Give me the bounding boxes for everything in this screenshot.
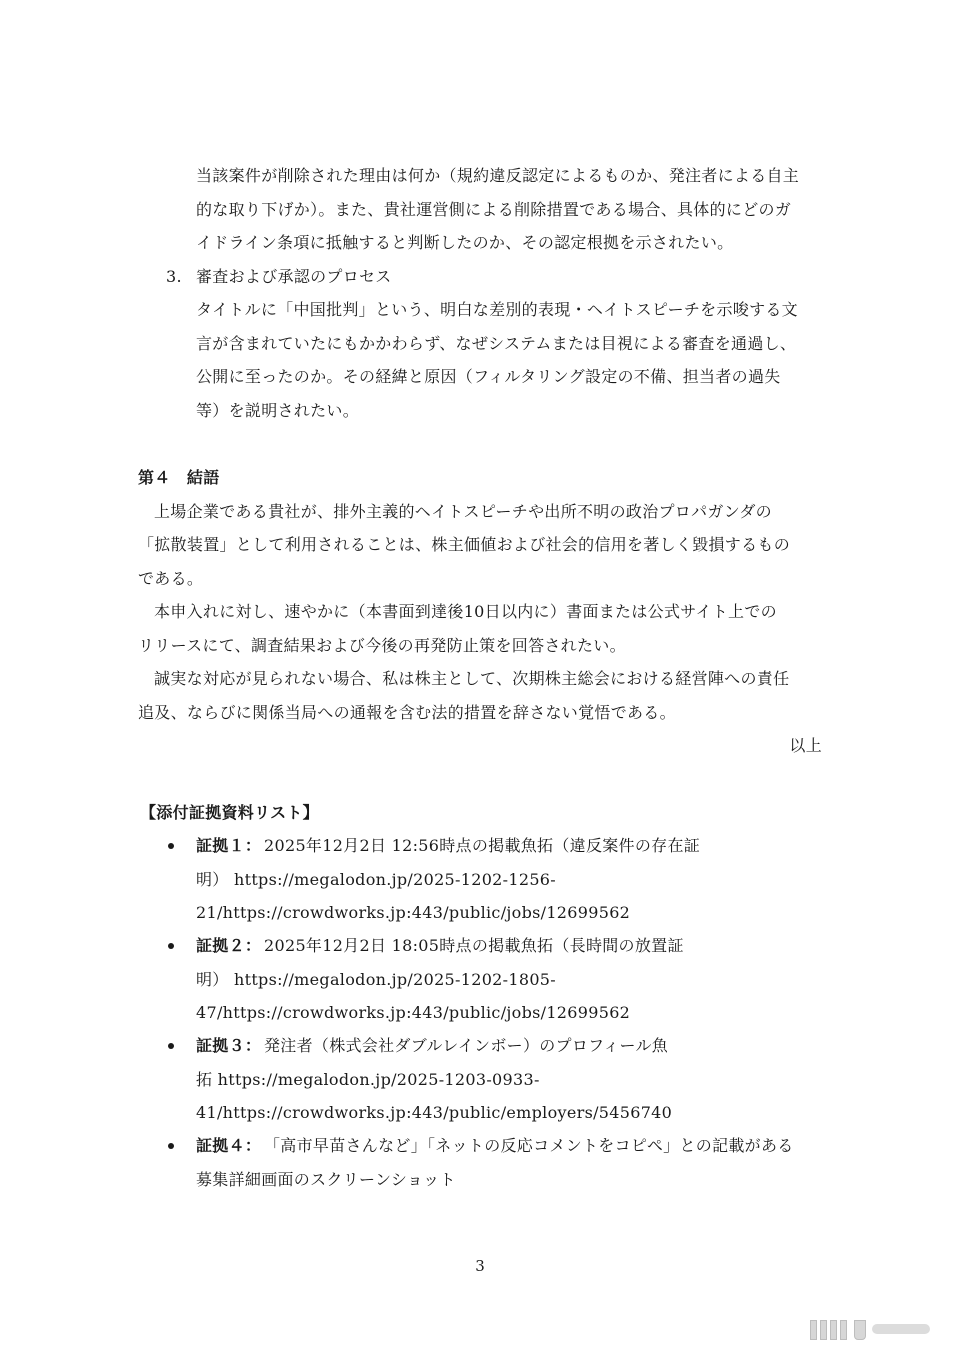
evidence-label: 証拠４：: [196, 1136, 262, 1155]
paragraph-line: 当該案件が削除された理由は何か（規約違反認定によるものか、発注者による自主: [196, 166, 800, 185]
attachments-heading: 【添付証拠資料リスト】: [140, 803, 319, 822]
bullet: [168, 1143, 174, 1149]
evidence-text: 明） https://megalodon.jp/2025-1202-1805-: [196, 970, 556, 989]
evidence-text: 拓 https://megalodon.jp/2025-1203-0933-: [196, 1070, 540, 1089]
evidence-text: 2025年12月2日 18:05時点の掲載魚拓（長時間の放置証: [264, 936, 684, 955]
evidence-label: 証拠１：: [196, 836, 262, 855]
evidence-label: 証拠２：: [196, 936, 262, 955]
evidence-url: 47/https://crowdworks.jp:443/public/jobs/12699562: [196, 1003, 631, 1022]
evidence-url: 41/https://crowdworks.jp:443/public/employers/5456740: [196, 1103, 673, 1122]
section-heading: 第４ 結語: [138, 468, 220, 487]
evidence-text: 「高市早苗さんなど」「ネットの反応コメントをコピペ」との記載がある: [264, 1136, 794, 1155]
paragraph-line: 誠実な対応が見られない場合、私は株主として、次期株主総会における経営陣への責任: [154, 669, 790, 688]
paragraph-line: イドライン条項に抵触すると判断したのか、その認定根拠を示されたい。: [196, 233, 734, 252]
evidence-text: 募集詳細画面のスクリーンショット: [196, 1170, 456, 1189]
paragraph-line: 本申入れに対し、速やかに（本書面到達後10日以内に）書面または公式サイト上での: [154, 602, 777, 621]
paragraph-line: リリースにて、調査結果および今後の再発防止策を回答されたい。: [138, 636, 626, 655]
paragraph-line: 言が含まれていたにもかかわらず、なぜシステムまたは目視による審査を通過し、: [196, 334, 797, 353]
page-number: 3: [475, 1257, 485, 1275]
evidence-text: 2025年12月2日 12:56時点の掲載魚拓（違反案件の存在証: [264, 836, 701, 855]
closing-text: 以上: [789, 736, 822, 755]
list-number: 3.: [166, 267, 182, 286]
paragraph-line: 「拡散装置」として利用されることは、株主価値および社会的信用を著しく毀損するもの: [138, 535, 791, 554]
paragraph-line: 公開に至ったのか。その経緯と原因（フィルタリング設定の不備、担当者の過失: [196, 367, 781, 386]
bullet: [168, 1043, 174, 1049]
paragraph-line: 追及、ならびに関係当局への通報を含む法的措置を辞さない覚悟である。: [138, 703, 676, 722]
evidence-text: 発注者（株式会社ダブルレインボー）のプロフィール魚: [264, 1036, 669, 1055]
paragraph-line: である。: [138, 569, 204, 588]
evidence-text: 明） https://megalodon.jp/2025-1202-1256-: [196, 870, 556, 889]
paragraph-line: 等）を説明されたい。: [196, 401, 360, 420]
evidence-label: 証拠３：: [196, 1036, 262, 1055]
paragraph-line: 上場企業である貴社が、排外主義的ヘイトスピーチや出所不明の政治プロパガンダの: [154, 502, 772, 521]
evidence-url: 21/https://crowdworks.jp:443/public/jobs/12699562: [196, 903, 631, 922]
bullet: [168, 843, 174, 849]
list-item-title: 審査および承認のプロセス: [196, 267, 392, 286]
paragraph-line: 的な取り下げか）。また、貴社運営側による削除措置である場合、具体的にどのガ: [196, 200, 792, 219]
paragraph-line: タイトルに「中国批判」という、明白な差別的表現・ヘイトスピーチを示唆する文: [196, 300, 798, 319]
bullet: [168, 943, 174, 949]
